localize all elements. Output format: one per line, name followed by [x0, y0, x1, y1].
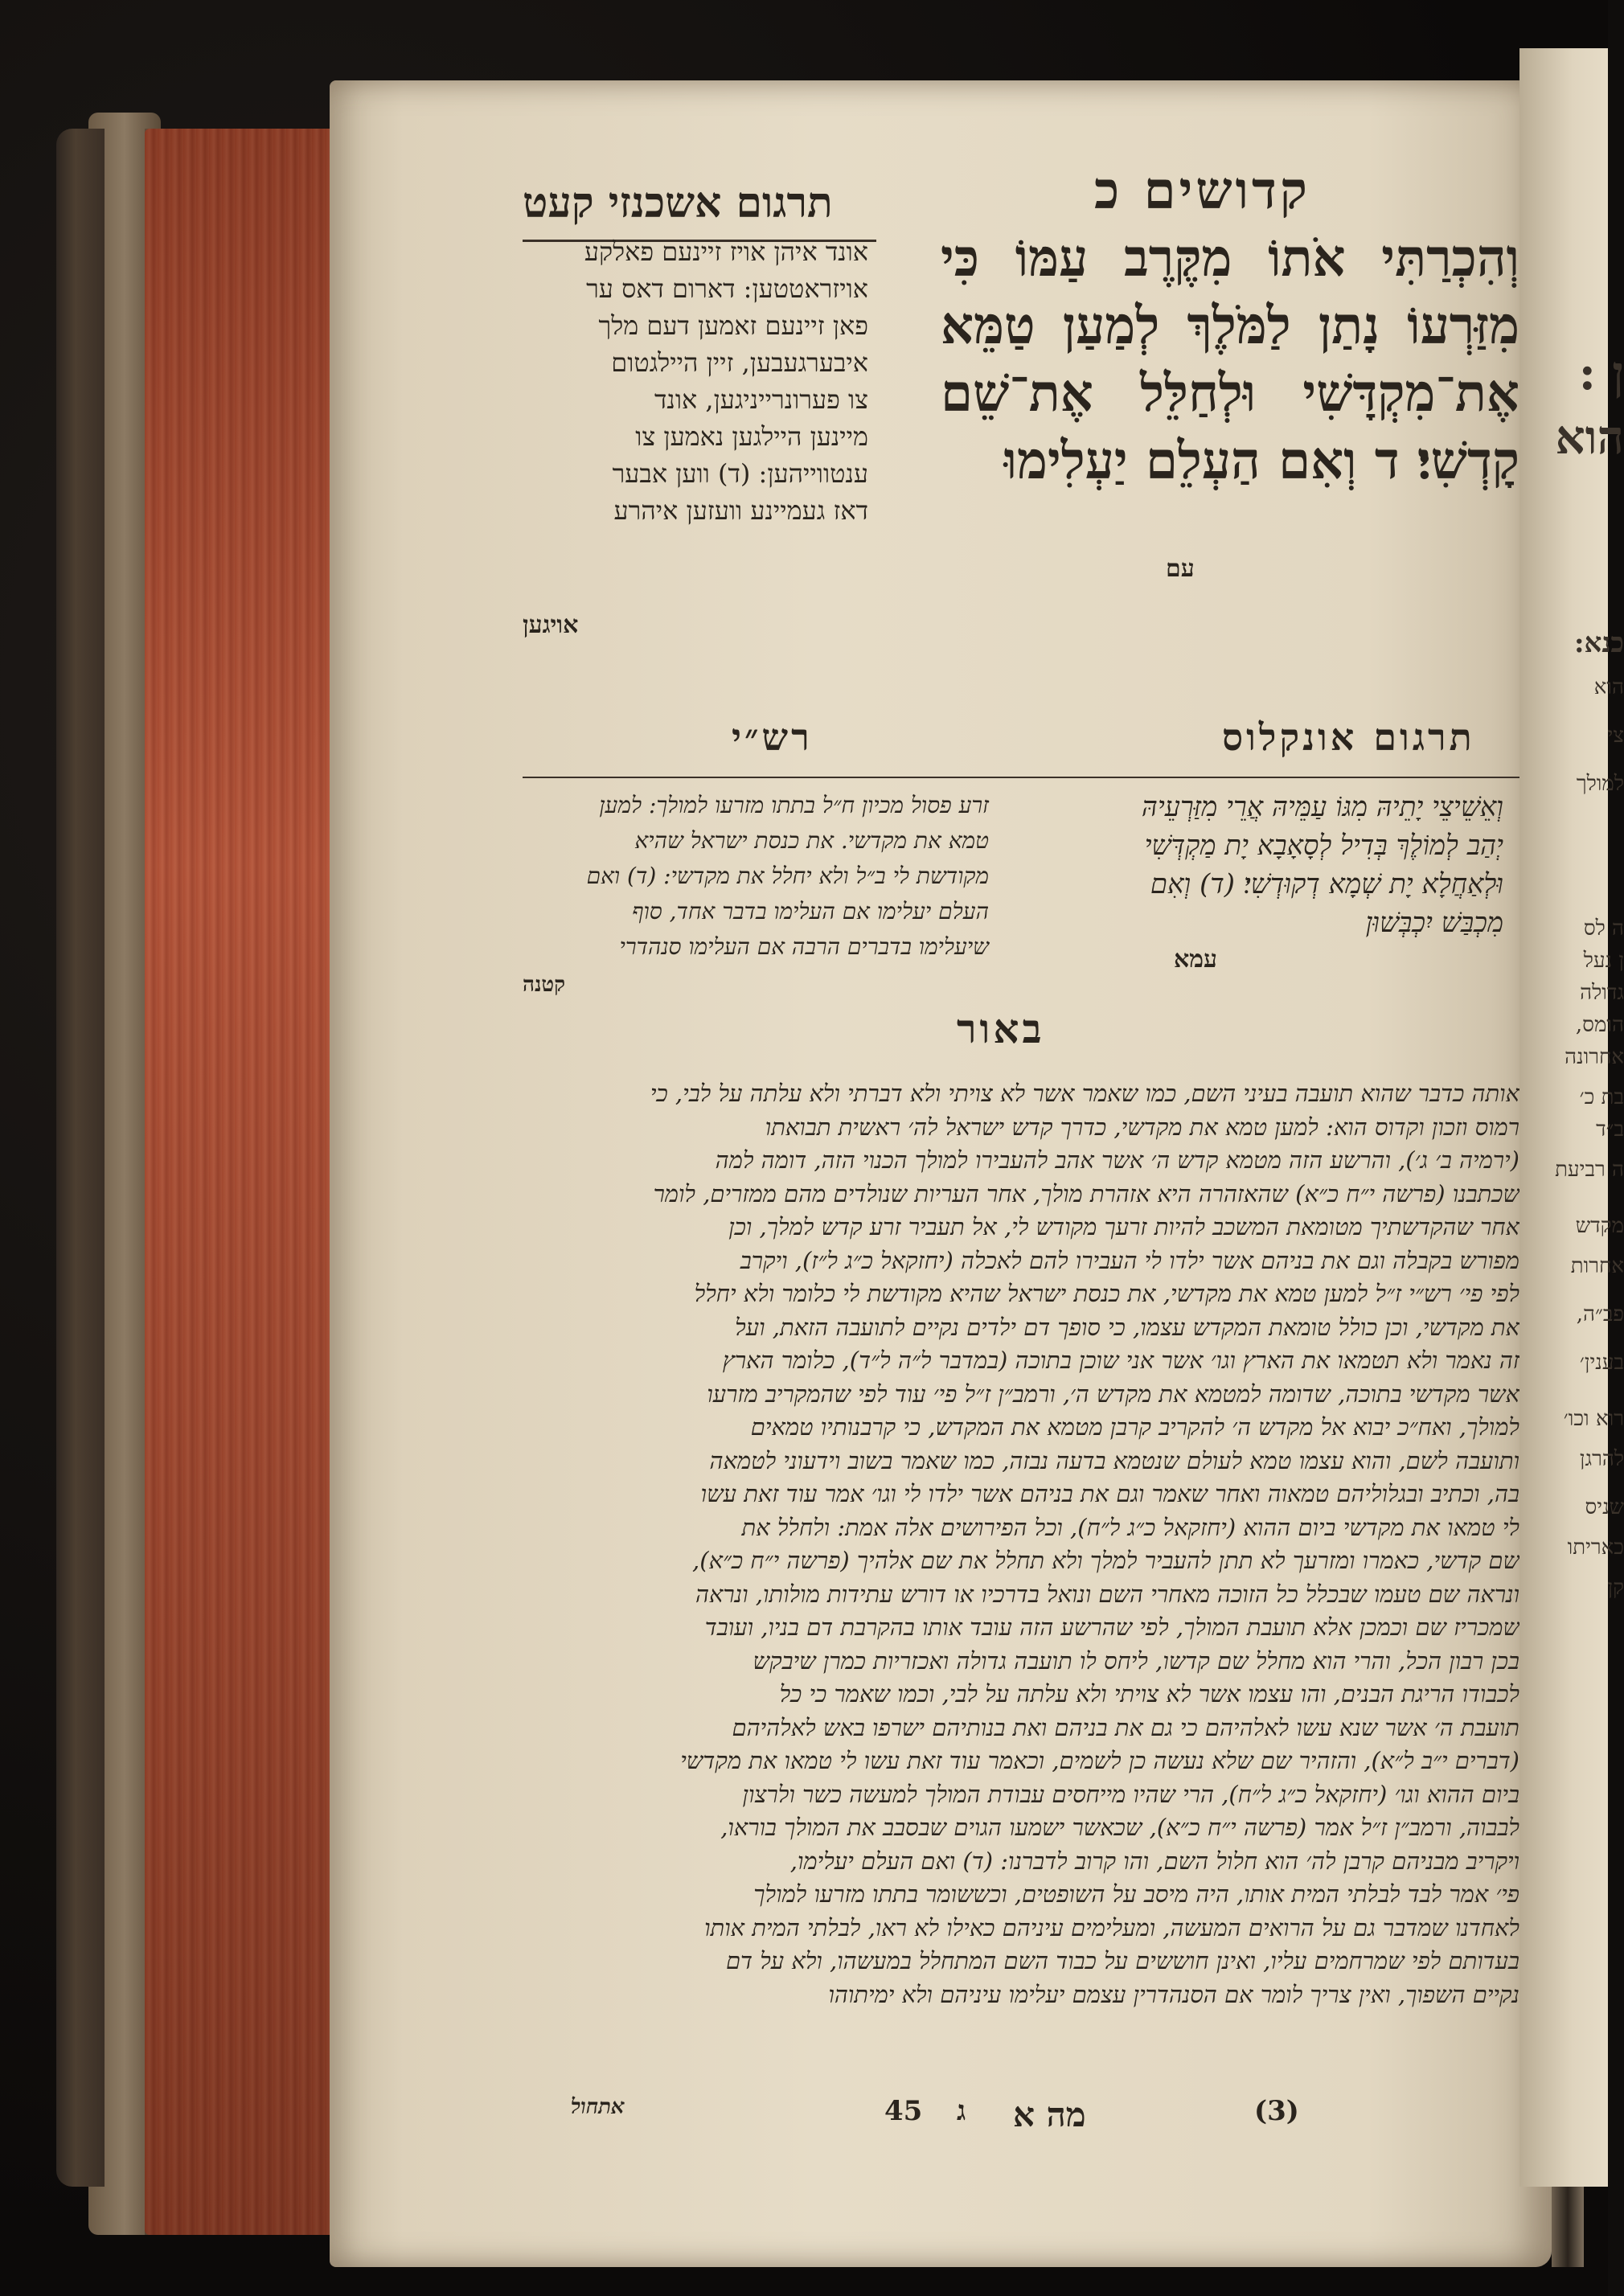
biur-line: אחר שהקדשתיך מטומאת המשכב להיות זרעך מקודש לי, אל תעביר זרע קדש למלך, וכן	[728, 1213, 1519, 1240]
facing-page-text: אחרונה	[1565, 1045, 1624, 1069]
biur-line: לאחדנו שמדבר גם על הרואים המעשה, ומעלימים עיניהם כאילו לא ראו, לבלתי המית אותו	[704, 1913, 1519, 1941]
onkelos-line: מִכְבַּשׁ יִכְבְּשׁוּן	[1365, 907, 1503, 939]
biur-line: את מקדשי, וכן כולל טומאת המקדש עצמו, כי סופך דם ילדים נקיים לתועבה הזאת, ועל	[735, 1313, 1519, 1341]
verse-catchword: עם	[1166, 555, 1195, 583]
open-book	[56, 80, 1608, 2267]
biur-line: זה נאמר ולא תטמאו את הארץ וגו׳ אשר אני שוכן בתוכה (במדבר ל״ה ל״ד), כלומר הארץ	[722, 1347, 1519, 1374]
facing-page-text: כאריתו	[1567, 1535, 1624, 1560]
facing-page-text: אחרות	[1570, 1254, 1624, 1278]
biur-line: למולך, ואח״כ יבוא אל מקדש ה׳ להקריב קרבן מטמא את המקדש, כי קרבנותיו טמאים	[750, 1413, 1519, 1441]
biur-line: בעדותם לפי שמרחמים עליו, ואינן חוששים על כבוד השם המתחלל במעשהו, ולא על דם	[725, 1947, 1519, 1974]
yiddish-line: ענטווייהען: (ד) ווען אבער	[612, 458, 868, 489]
rashi-heading: רש״י	[732, 715, 813, 759]
rashi-line: מקודשת לי ב״ל ולא יחלל את מקדשי: (ד) ואם	[586, 863, 989, 889]
signature-mark: מה א	[1013, 2095, 1086, 2134]
biur-line: תועבת ה׳ אשר שנא עשו לאלהיהם כי גם את בניהם ואת בנותיהם ישרפו באש לאלהיהם	[732, 1713, 1519, 1741]
yiddish-translation	[523, 233, 868, 529]
facing-page-text: גדולה	[1580, 981, 1624, 1005]
facing-page-text: ב״ד	[1596, 1117, 1624, 1142]
onkelos-heading: תרגום אונקלוס	[1222, 715, 1475, 759]
facing-page-text: שניס	[1585, 1495, 1624, 1519]
biur-line: לכבודו הריגת הבנים, והו עצמו אשר לא צויתי ולא עלתה על לבי, וכמו שאמר כי כל	[779, 1680, 1519, 1708]
folio-mark: (3)	[1254, 2095, 1299, 2127]
biur-line: אשר מקדשי בתוכה, שדומה למטמא את מקדש ה׳, ורמב״ן ז״ל פי׳ עוד לפי שהמקריב מזרעו	[707, 1380, 1519, 1408]
hebrew-verse: וְהִכְרַתִּי אֹתוֹ מִקֶּרֶב עַמּוֹ כִּי מִזַּרְעוֹ נָתַן לַמֹּלֶךְ לְמַעַן טַמֵּא אֶת־מִקְדָּשִׁי וּלְחַלֵּל אֶת־שֵׁם קָדְשִׁי׃ ד וְאִם הַעְלֵם יַעְלִימוּ	[941, 228, 1519, 491]
facing-page-text: רוא וכו׳	[1563, 1407, 1624, 1431]
biur-line: שם קדשי, כאמרו ומזרעך לא תתן להעביר למלך ולא תחלל את שם אלהיך (פרשה י״ח כ״א),	[692, 1547, 1519, 1574]
biur-line: לפי פי׳ רש״י ז״ל למען טמא את מקדשי, את כנסת ישראל שהיא מקודשת לי כלומר ולא יחלל	[694, 1280, 1519, 1307]
parasha-header: קדושים כ	[1094, 161, 1310, 221]
biur-line: מפורש בקבלה וגם את בניהם אשר ילדו לי העבירו להם לאכלה (יחזקאל כ״ג ל״ז), ויקרב	[740, 1246, 1519, 1274]
onkelos-catchword: עמא	[1174, 945, 1218, 974]
rashi-catchword: קטנה	[523, 973, 566, 997]
biur-commentary	[523, 1077, 1519, 2011]
biur-line: ביום ההוא וגו׳ (יחזקאל כ״ג ל״ח), הרי שהיו מייחסים עבודת המולך למעשה כשר ולרצון	[742, 1780, 1519, 1808]
onkelos-line: וּלְאַחֲלָא יָת שְׁמָא דְקוּדְשִׁי׃ (ד) וְאִם	[1150, 868, 1503, 900]
yiddish-line: צו פערונרייניגען, אונד	[654, 384, 868, 415]
facing-page-text: הומס,	[1575, 1013, 1624, 1037]
facing-page-text: בת כ׳	[1579, 1085, 1624, 1109]
rashi-line: העלם יעלימו אם העלימו בדבר אחד, סוף	[632, 898, 989, 925]
biur-line: (ירמיה ב׳ ג׳), והרשע הזה מטמא קדש ה׳ אשר אהב להעבירו למולך הכנוי הזה, דומה למה	[715, 1146, 1519, 1174]
biur-line: לי טמאו את מקדשי ביום ההוא (יחזקאל כ״ג ל״ח), וכל הפירושים אלה אמת: ולחלל את	[741, 1513, 1519, 1541]
rashi-commentary	[523, 788, 989, 965]
facing-page-text: ה לס	[1583, 916, 1624, 941]
biur-line: (דברים י״ב ל״א), והזהיר שם שלא נעשה כן לשמים, וכאמר עוד זאת עשו לי טמאו את מקדשי	[680, 1747, 1519, 1774]
right-page-edge	[1519, 48, 1624, 2187]
facing-page-text: בענין׳	[1579, 1351, 1624, 1375]
yiddish-line: אונד איהן אויז זיינעם פאלקע	[584, 236, 868, 267]
facing-page-text: ה רביעת	[1555, 1158, 1624, 1182]
facing-page-text: ן :	[1578, 346, 1624, 400]
facing-page-text: קן	[1607, 1576, 1624, 1600]
facing-page-text: להרגן	[1579, 1447, 1624, 1471]
commentary-rule	[523, 777, 1519, 778]
yiddish-line: דאז געמיינע וועזען איהרע	[613, 495, 868, 526]
yiddish-header: תרגום אשכנזי קעט	[523, 178, 833, 228]
facing-page-text: מקדש	[1575, 1214, 1624, 1238]
biur-line: ותועבה לשם, והוא עצמו טמא לעולם שנטמא בדעה נבזה, כמו שאמר בשוב וידעוני לטמאה	[709, 1446, 1519, 1474]
biur-heading: באור	[957, 1005, 1045, 1052]
facing-page-text: ן נעל	[1583, 949, 1624, 973]
biur-line: ויקריב מבניהם קרבן לה׳ הוא חלול השם, והו קרוב לדברנו: (ד) ואם העלם יעלימו,	[789, 1847, 1519, 1875]
page-number: 45	[884, 2095, 923, 2127]
rashi-line: שיעלימו בדברים הרבה אם העלימו סנהדרי	[619, 933, 989, 960]
biur-line: פי׳ אמר לבד לבלתי המית אותו, היה מיסב על השופטים, וכששומר בתתו מזרעו למולך	[753, 1880, 1519, 1908]
rashi-line: זרע פסול מכיון ח״ל בתתו מזרעו למולך: למען	[599, 792, 989, 818]
left-page	[330, 80, 1552, 2267]
biur-line: לבבוה, ורמב״ן ז״ל אמר (פרשה י״ח כ״א), שכאשר ישמעו הגוים שבסבב את המולך בוראו,	[720, 1814, 1519, 1841]
facing-page-text: למולך	[1576, 772, 1624, 796]
biur-line: בכן רבון הכל, והרי הוא מחלל שם קדשו, ליחס לו תועבה גדולה ואכזריות כמרן שיבקש	[753, 1646, 1519, 1675]
biur-line: ונראה שם טעמו שבכלל כל הזוכה מאחרי השם ונואל בדרכיו או דורש עתידות מולותו, ונראה	[695, 1580, 1519, 1608]
facing-page-text: פב״ה,	[1576, 1302, 1624, 1326]
book-spine	[56, 129, 105, 2187]
targum-onkelos	[1037, 788, 1503, 942]
biur-line: שמכריז שם וכמכן אלא תועבת המולך, לפי שהרשע הזה עובד אותו בהקרבת דם בניו, ועובד	[704, 1613, 1519, 1641]
yiddish-line: אויזראטטען: דארום דאס ער	[586, 273, 868, 304]
biur-line: שכתבנו (פרשה י״ח כ״א) שהאזהרה היא אזהרת מולך, אחר העריות שנולדים מהם ממזרים, לומר	[653, 1179, 1519, 1207]
yiddish-line: איבערגעבען, זיין היילגטום	[611, 347, 868, 378]
footer-catchword: אתחול	[571, 2095, 625, 2119]
facing-page-text: הוא	[1555, 410, 1624, 465]
biur-line: בה, וכתיב ובגלוליהם טמאוה ואחר שאמר וגם את בניהם אשר ילדו לי וגו׳ אמר עוד זאת עשו	[700, 1480, 1519, 1507]
yiddish-line: פאן זיינעם זאמען דעם מלך	[598, 310, 868, 341]
signature-letter: ג	[957, 2095, 966, 2127]
onkelos-line: וְאֵשֵׁיצֵי יָתֵיהּ מִגּוֹ עַמֵּיהּ אֲרֵי מִזַּרְעֵיהּ	[1141, 791, 1503, 823]
rashi-line: טמא את מקדשי. את כנסת ישראל שהיא	[634, 827, 989, 854]
biur-line: רמוס וזכון וקדוס הוא: למען טמא את מקדשי, כדרך קדש ישראל לה׳ ראשית תבואתו	[765, 1113, 1519, 1141]
facing-page-text: צי	[1607, 724, 1624, 748]
onkelos-line: יְהַב לְמוֹלֶךְ בְּדִיל לְסָאָבָא יָת מַקְדְּשִׁי	[1144, 830, 1503, 862]
yiddish-line: מיינען היילגען נאמען צו	[635, 421, 868, 452]
facing-page-text: הוא	[1593, 675, 1624, 699]
biur-line: נקיים השפוך, ואין צריך לומר אם הסנהדרין עצמם יעלימו עיניהם ולא ימיתוהו	[828, 1980, 1519, 2008]
biur-line: אותה כדבר שהוא תועבה בעיני השם, כמו שאמר אשר לא צויתי ולא דברתי ולא עלתה על לבי, כי	[650, 1080, 1519, 1107]
facing-page-text: כנא:	[1573, 627, 1624, 659]
yiddish-catchword: אויגען	[523, 611, 579, 639]
